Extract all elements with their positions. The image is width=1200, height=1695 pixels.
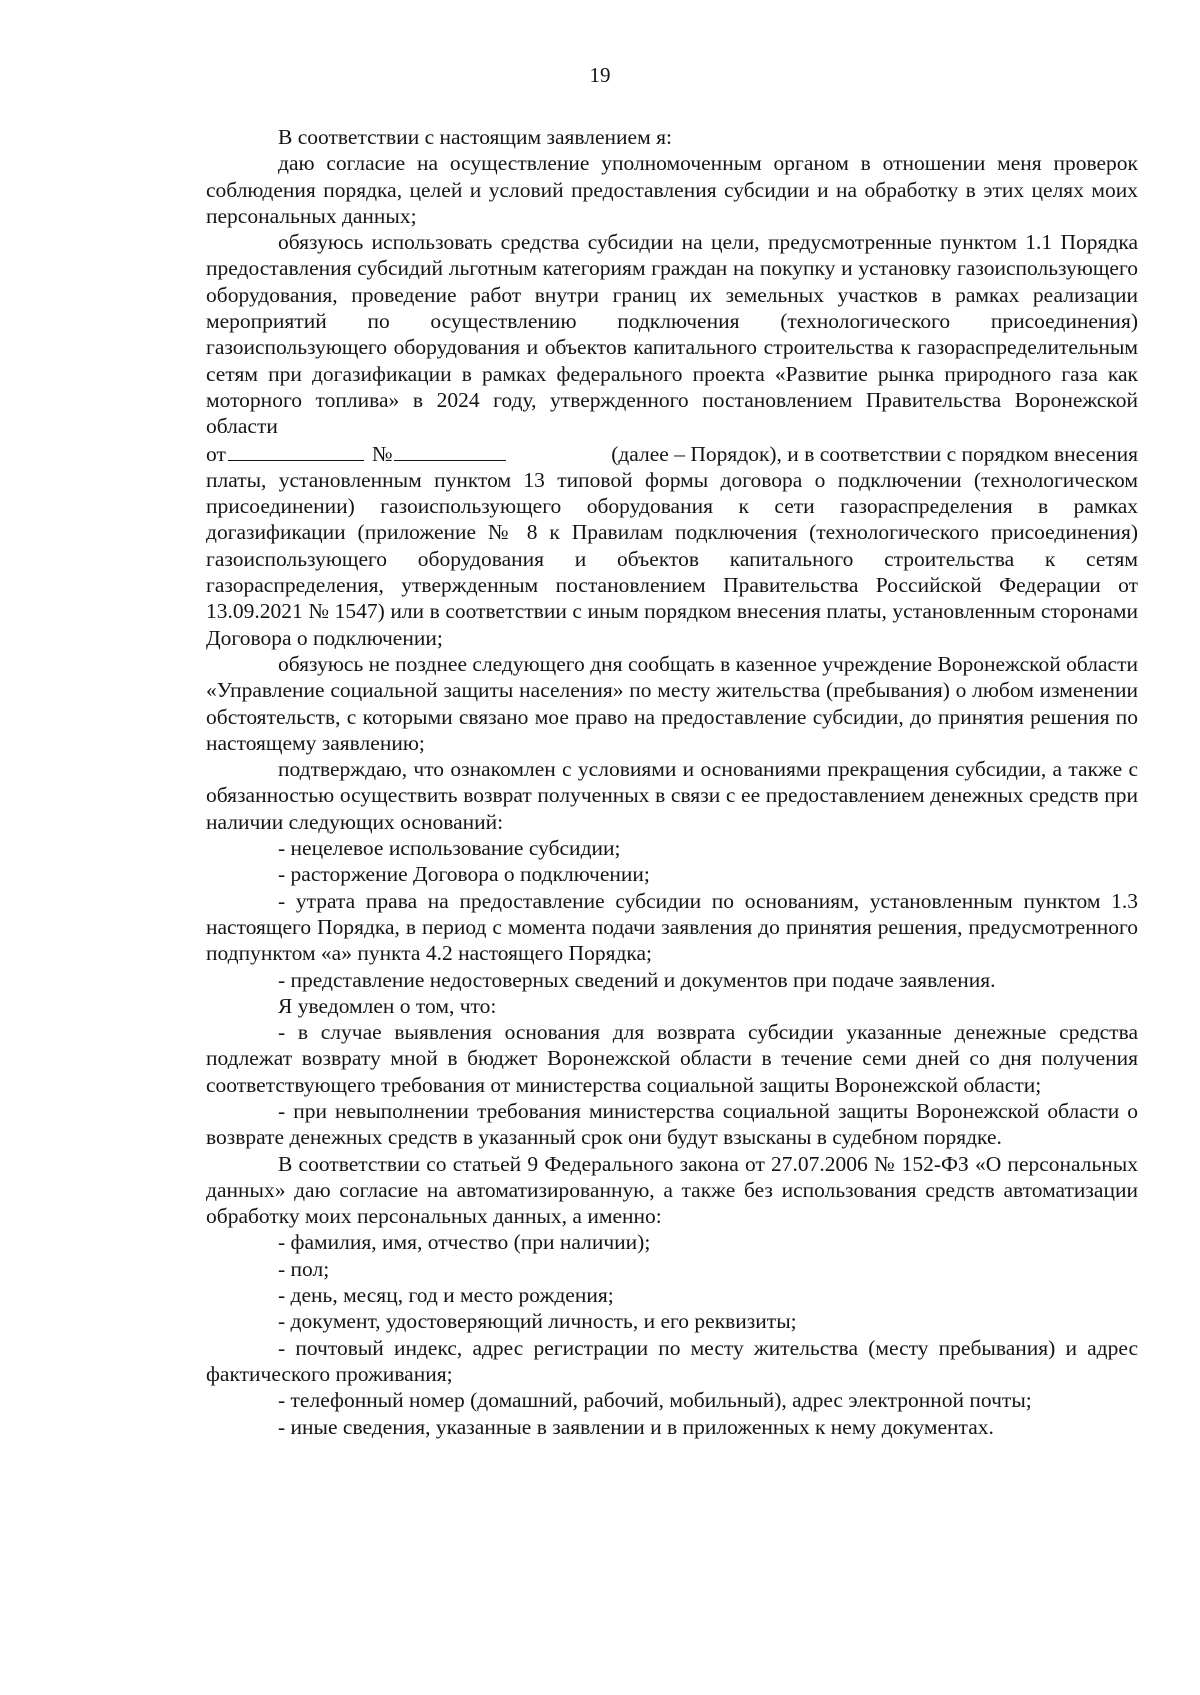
ground-item: - расторжение Договора о подключении; [278,862,650,887]
decree-continuation-text: (далее – Порядок), и в соответствии с порядком внесения [611,441,1138,466]
confirm-familiar-paragraph: подтверждаю, что ознакомлен с условиями и основаниями прекращения субсидии, а также с обязанностью осуществить возврат полученных в связи с ее предоставлением денежных средств при наличии следующих оснований: [206,757,1138,834]
number-sign-label: № [371,441,393,466]
decree-reference-line [206,440,1138,467]
personal-data-item: - день, месяц, год и место рождения; [278,1283,614,1308]
personal-data-consent-paragraph: В соответствии со статьей 9 Федерального закона от 27.07.2006 № 152-ФЗ «О персональных данных» даю согласие на автоматизированную, а также без использования средств автоматизации обработку моих персональных данных, а именно: [206,1151,1138,1229]
notice-item: - при невыполнении требования министерства социальной защиты Воронежской области о возврате денежных средств в указанный срок они будут взысканы в судебном порядке. [206,1098,1138,1150]
page-number: 19 [589,63,611,87]
notice-item: - в случае выявления основания для возврата субсидии указанные денежные средства подлежат возврату мной в бюджет Воронежской области в течение семи дней со дня получения соответствующего требования от министерства социальной защиты Воронежской области; [206,1020,1138,1097]
intro-paragraph: В соответствии с настоящим заявлением я: [278,125,672,149]
ground-item: - нецелевое использование субсидии; [278,836,621,861]
personal-data-item: - иные сведения, указанные в заявлении и в приложенных к нему документах. [278,1414,994,1439]
notified-heading: Я уведомлен о том, что: [278,993,497,1018]
obligation-use-paragraph: обязуюсь использовать средства субсидии на цели, предусмотренные пунктом 1.1 Порядка предоставления субсидий льготным категориям граждан на покупку и установку газоиспользующего оборудования, проведение работ внутри границ их земельных участков в рамках реализации мероприятий по осуществлению подключения (технологического присоединения) газоиспользующего оборудования и объектов капитального строительства к газораспределительным сетям при догазификации в рамках федерального проекта «Развитие рынка природного газа как моторного топлива» в 2024 году, утвержденного постановлением Правительства Воронежской области [206,230,1138,439]
decree-number-blank[interactable] [394,440,506,461]
personal-data-item: - фамилия, имя, отчество (при наличии); [278,1230,651,1255]
decree-date-blank[interactable] [228,440,364,461]
consent-checks-paragraph: даю согласие на осуществление уполномоченным органом в отношении меня проверок соблюдения порядка, целей и условий предоставления субсидии и на обработку в этих целях моих персональных данных; [206,151,1138,228]
personal-data-item: - документ, удостоверяющий личность, и его реквизиты; [278,1309,797,1334]
personal-data-item: - телефонный номер (домашний, рабочий, мобильный), адрес электронной почты; [278,1388,1032,1413]
document-body [206,124,1138,1440]
personal-data-item: - пол; [278,1256,330,1281]
ground-item: - утрата права на предоставление субсидии по основаниям, установленным пунктом 1.3 настоящего Порядка, в период с момента подачи заявления до принятия решения, предусмотренного подпунктом «а» пункта 4.2 настоящего Порядка; [206,888,1138,966]
personal-data-item: - почтовый индекс, адрес регистрации по месту жительства (месту пребывания) и адрес фактического проживания; [206,1335,1138,1386]
obligation-notify-paragraph: обязуюсь не позднее следующего дня сообщать в казенное учреждение Воронежской области «Управление социальной защиты населения» по месту жительства (пребывания) о любом изменении обстоятельств, с которыми связано мое право на предоставление субсидии, до принятия решения по настоящему заявлению; [206,651,1138,755]
date-prefix-label: от [206,441,226,466]
ground-item: - представление недостоверных сведений и документов при подаче заявления. [278,967,996,992]
obligation-payment-paragraph: платы, установленным пунктом 13 типовой формы договора о подключении (технологическом присоединении) газоиспользующего оборудования к сети газораспределения в рамках догазификации (приложение № 8 к Правилам подключения (технологического присоединения) газоиспользующего оборудования и объектов капитального строительства к сетям газораспределения, утвержденным постановлением Правительства Российской Федерации от 13.09.2021 № 1547) или в соответствии с иным порядком внесения платы, установленным сторонами Договора о подключении; [206,467,1138,650]
